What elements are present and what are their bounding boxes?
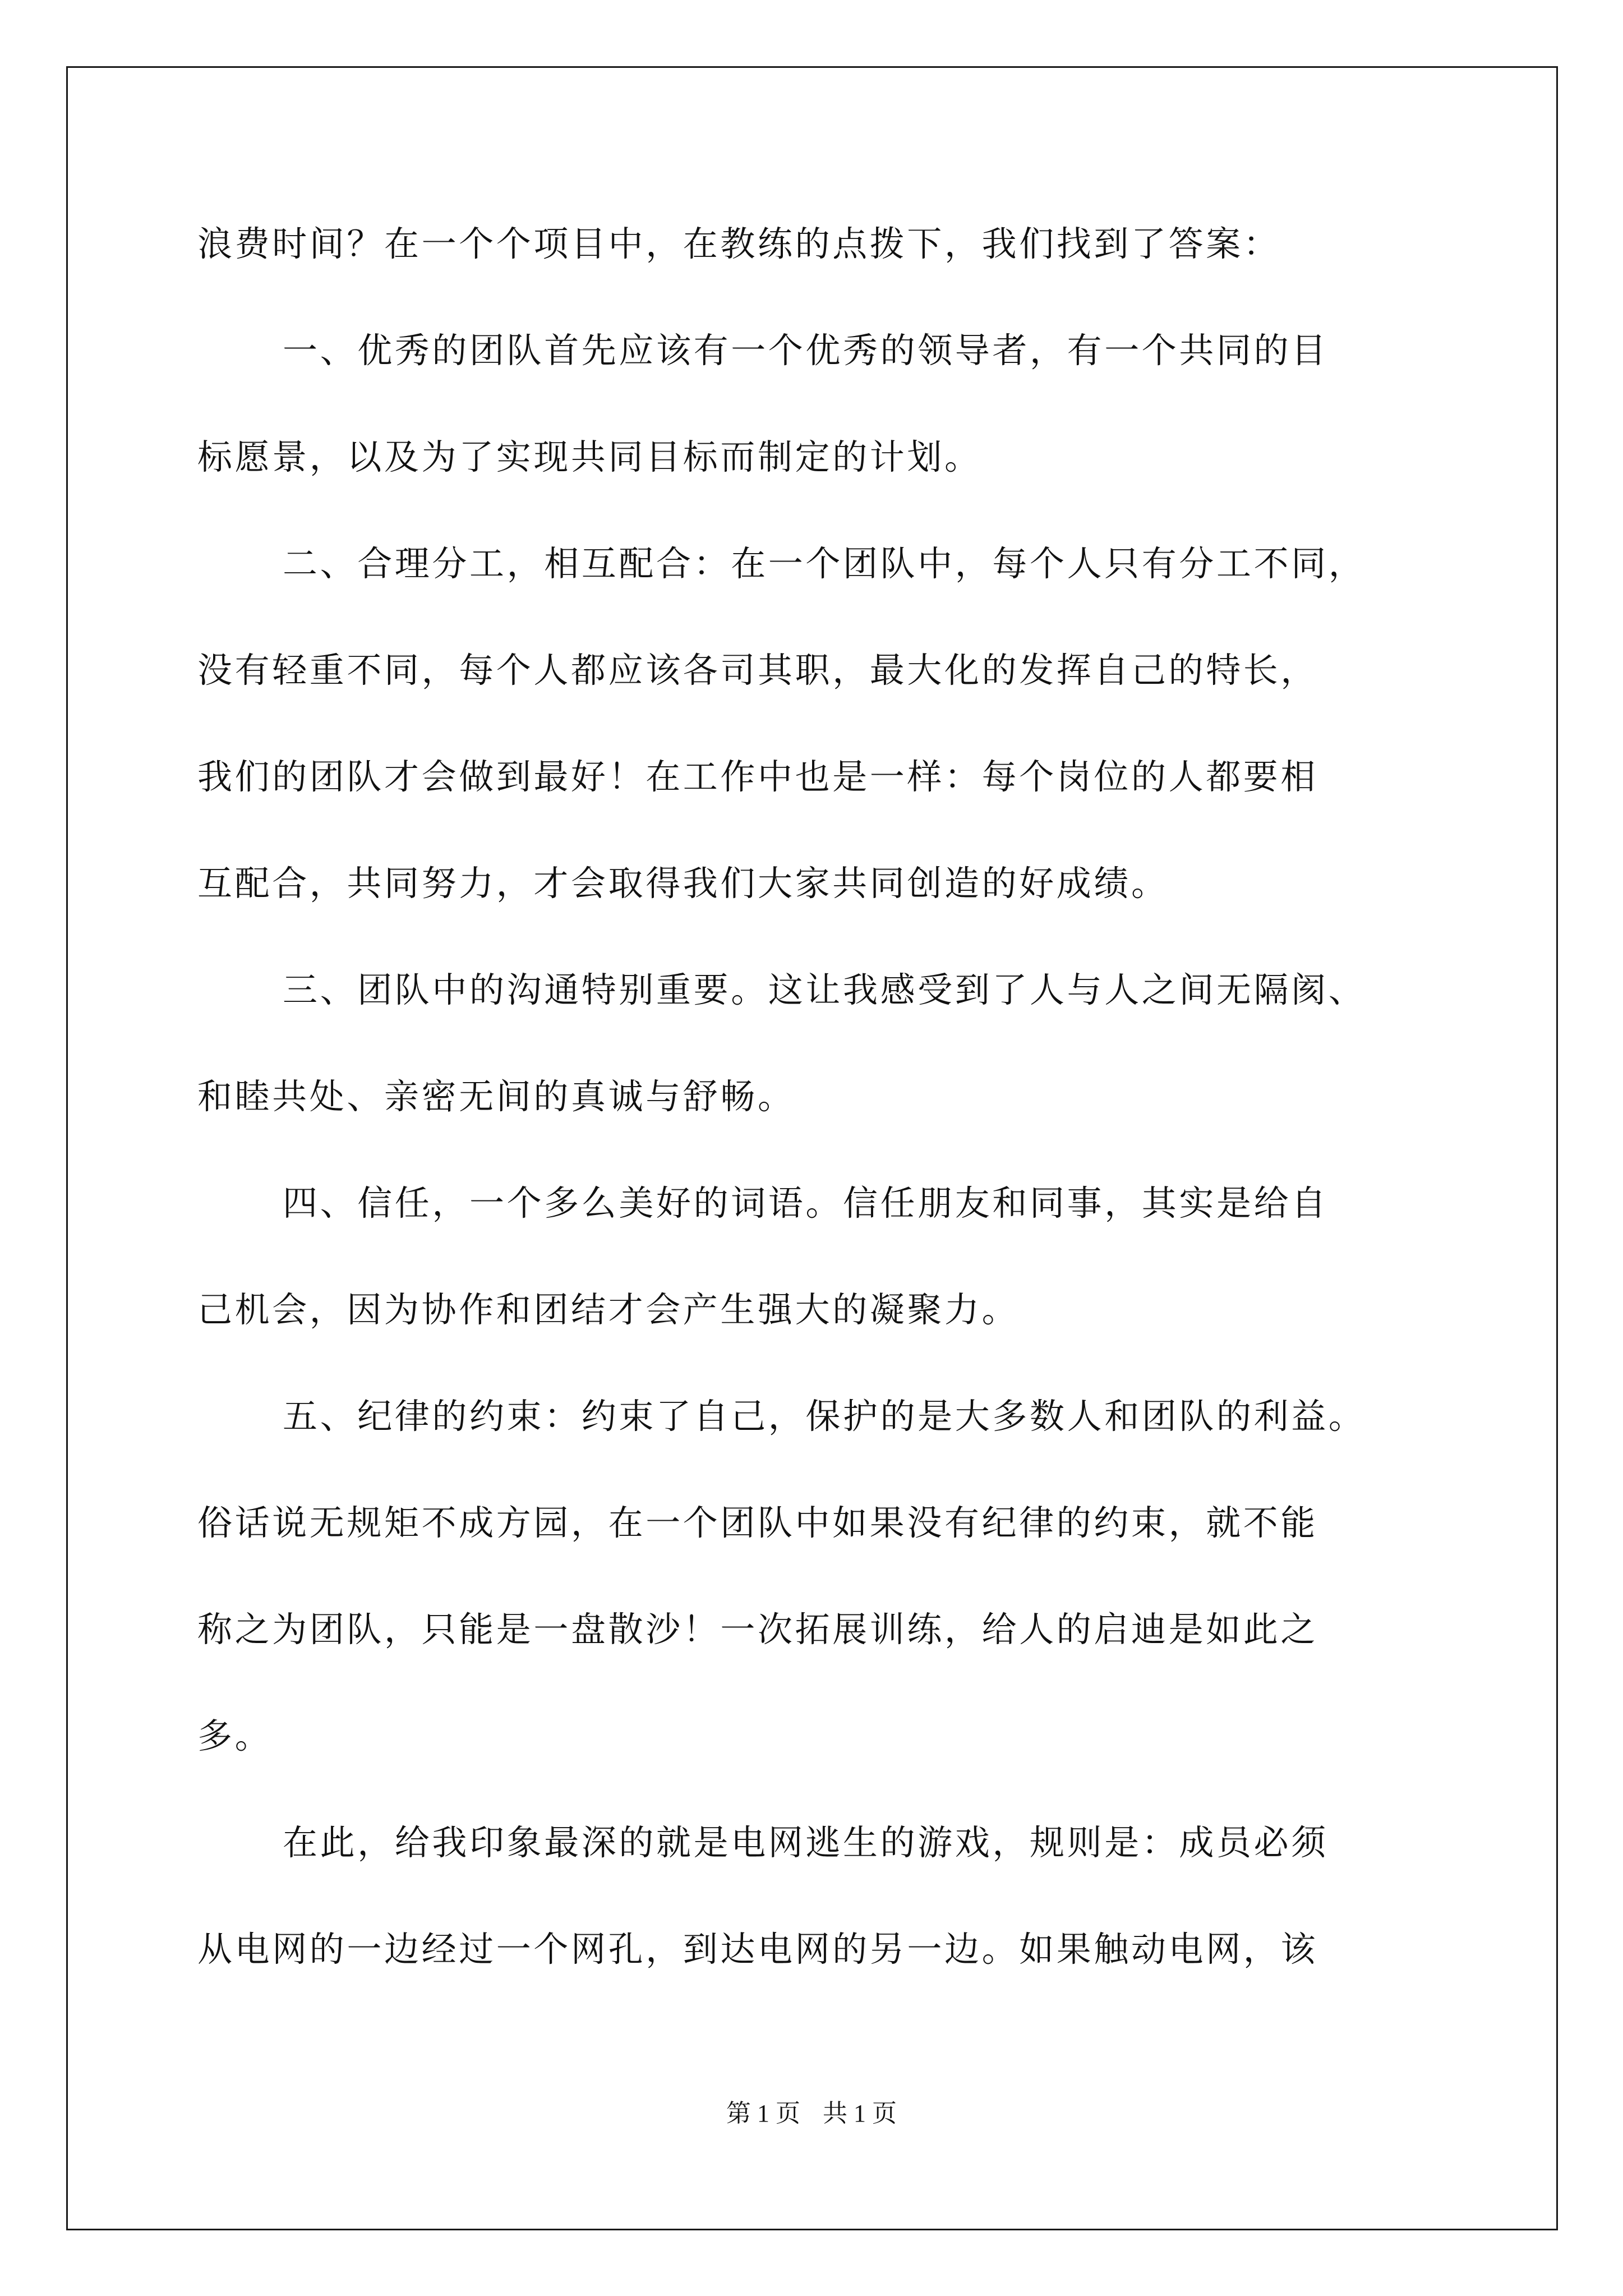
text-line: 称之为团队，只能是一盘散沙！一次拓展训练，给人的启迪是如此之 bbox=[197, 1609, 1318, 1650]
text-line: 我们的团队才会做到最好！在工作中也是一样：每个岗位的人都要相 bbox=[197, 756, 1318, 797]
text-line: 标愿景，以及为了实现共同目标而制定的计划。 bbox=[197, 436, 982, 477]
text-line: 三、团队中的沟通特别重要。这让我感受到了人与人之间无隔阂、 bbox=[283, 969, 1366, 1010]
text-line: 多。 bbox=[197, 1715, 273, 1756]
page-border bbox=[66, 66, 1558, 2230]
text-line: 互配合，共同努力，才会取得我们大家共同创造的好成绩。 bbox=[197, 863, 1169, 904]
text-line: 从电网的一边经过一个网孔，到达电网的另一边。如果触动电网，该 bbox=[197, 1929, 1318, 1970]
text-line: 浪费时间？在一个个项目中，在教练的点拨下，我们找到了答案： bbox=[197, 223, 1281, 264]
text-line: 五、纪律的约束：约束了自己，保护的是大多数人和团队的利益。 bbox=[283, 1396, 1366, 1437]
text-line: 二、合理分工，相互配合：在一个团队中，每个人只有分工不同， bbox=[283, 543, 1366, 584]
text-line: 己机会，因为协作和团结才会产生强大的凝聚力。 bbox=[197, 1289, 1020, 1330]
page-footer bbox=[0, 2097, 1623, 2131]
page-number: 第 1 页 bbox=[726, 2100, 800, 2127]
text-line: 俗话说无规矩不成方园，在一个团队中如果没有纪律的约束，就不能 bbox=[197, 1502, 1318, 1543]
text-line: 和睦共处、亲密无间的真诚与舒畅。 bbox=[197, 1076, 795, 1117]
text-line: 在此，给我印象最深的就是电网逃生的游戏，规则是：成员必须 bbox=[283, 1822, 1329, 1863]
text-line: 没有轻重不同，每个人都应该各司其职，最大化的发挥自己的特长， bbox=[197, 650, 1318, 691]
text-line: 一、优秀的团队首先应该有一个优秀的领导者，有一个共同的目 bbox=[283, 330, 1329, 371]
page-total: 共 1 页 bbox=[823, 2100, 897, 2127]
text-line: 四、信任，一个多么美好的词语。信任朋友和同事，其实是给自 bbox=[283, 1182, 1329, 1223]
